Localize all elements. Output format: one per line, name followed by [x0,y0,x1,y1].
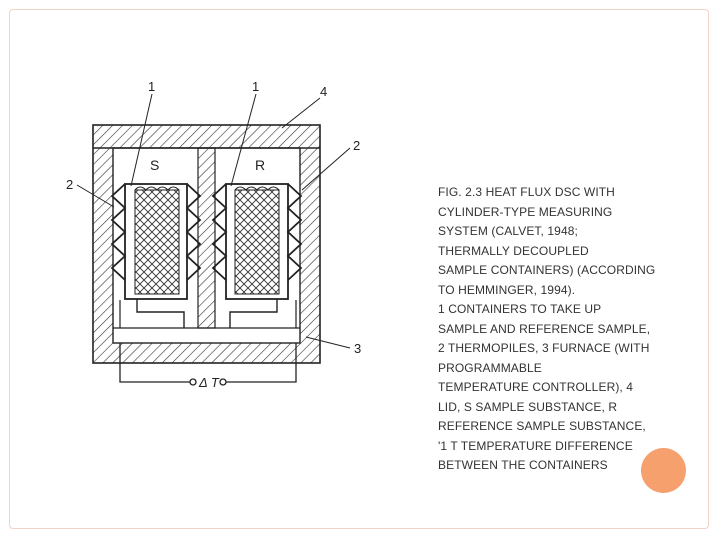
label-container-right: 1 [252,79,260,94]
decorative-circle [641,448,686,493]
caption-line: SAMPLE AND REFERENCE SAMPLE, [438,321,651,336]
caption-line: SYSTEM (CALVET, 1948; [438,224,578,238]
label-lid: 4 [320,84,328,99]
label-sample: S [150,157,160,173]
caption-line: SAMPLE CONTAINERS) (ACCORDING [438,263,656,277]
figure-caption [438,183,688,476]
label-furnace: 3 [354,341,362,356]
caption-line: REFERENCE SAMPLE SUBSTANCE, [438,419,646,433]
label-reference: R [255,157,266,173]
caption-line: LID, S SAMPLE SUBSTANCE, R [438,399,618,414]
label-delta-t: Δ T [199,375,219,390]
label-thermopile-right: 2 [353,138,361,153]
caption-line: TO HEMMINGER, 1994). [438,282,576,297]
label-thermopile-left: 2 [66,177,74,192]
caption-line: '1 T TEMPERATURE DIFFERENCE [438,438,633,453]
caption-line: PROGRAMMABLE [438,360,542,375]
caption-line: 2 THERMOPILES, 3 FURNACE (WITH [438,341,650,355]
label-container-left: 1 [148,79,156,94]
caption-line: 1 CONTAINERS TO TAKE UP [438,302,602,316]
caption-line: THERMALLY DECOUPLED [438,243,589,258]
caption-line: TEMPERATURE CONTROLLER), 4 [438,380,634,394]
caption-line: FIG. 2.3 HEAT FLUX DSC WITH [438,185,615,199]
caption-line: BETWEEN THE CONTAINERS [438,458,608,472]
caption-line: CYLINDER-TYPE MEASURING [438,204,613,219]
